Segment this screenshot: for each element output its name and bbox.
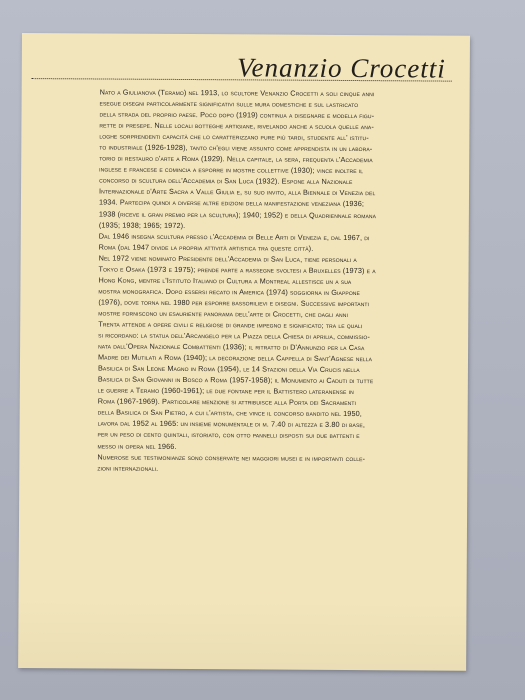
text-line: si ricordano: la statua dell'Arcangelo per la Piazza della Chiesa di aprilia, commissio-: [98, 330, 370, 342]
text-line: (1976), dove torna nel 1980 per esporre bassorilievi e disegni. Successive importanti: [98, 297, 370, 309]
text-line: Madre dei Mutilati a Roma (1940); la decorazione della Cappella di Sant'Agnese nella: [97, 352, 373, 364]
text-line: 1938 (riceve il gran premio per la scultura); 1940; 1952) e della Quadriennale romana: [98, 208, 377, 220]
text-line: inglese e francese e comincia a esporre in mostre collettive (1930); vince inoltre il: [99, 164, 364, 176]
text-line: rette di presepe. Nelle locali botteghe artigiane, rivelando anche a scuola quelle ana-: [99, 120, 374, 132]
text-line: Nato a Giulianova (Teramo) nel 1913, lo scultore Venanzio Crocetti a soli cinque anni: [99, 87, 375, 99]
text-line: Basilica di San Giovanni in Bosco a Roma (1957-1958); il Monumento ai Caduti di tutte: [97, 374, 374, 386]
text-line: messo in opera nel 1966.: [97, 440, 177, 451]
page-title: Venanzio Crocetti: [236, 52, 446, 84]
document-sheet: [18, 33, 470, 671]
text-line: le guerre a Teramo (1960-1961); le due fontane per il Battistero lateranense in: [97, 385, 354, 397]
text-line: nata dall'Opera Nazionale Combattenti (1936); il ritratto di D'Annunzio per la Casa: [98, 341, 365, 353]
text-line: torio di restauro d'arte a Roma (1929). Nella capitale, la sera, frequenta l'Accademia: [99, 153, 373, 165]
text-line: (1935; 1938; 1965; 1972).: [98, 220, 186, 230]
text-line: Hong Kong, mentre l'Istituto Italiano di Cultura a Montreal allestisce un a sua: [98, 275, 352, 286]
title-row: [32, 51, 452, 86]
text-line: 1934. Partecipa quindi a diverse altre edizioni della manifestazione veneziana (1936;: [98, 197, 365, 209]
text-line: per un peso di cento quintali, istoriato, con otto pannelli disposti sui due battenti e: [97, 429, 360, 441]
text-line: Basilica di San Leone Magno in Roma (1954), le 14 Stazioni della Via Crucis nella: [97, 363, 360, 375]
text-line: zioni internazionali.: [97, 463, 159, 473]
text-line: Dal 1946 insegna scultura presso l'Accademia di Belle Arti di Venezia e, dal 1967, di: [98, 231, 370, 242]
text-line: to industriale (1926-1928), tanto ch'egli viene assunto come apprendista in un labora-: [99, 142, 373, 154]
text-line: mostra monografica. Dopo essersi recato in America (1974) soggiorna in Giappone: [98, 286, 360, 297]
text-line: concorso di scultura dell'Accademia di San Luca (1932). Espone alla Nazionale: [99, 175, 353, 187]
text-line: loghe sorprendenti capacità che lo caratterizzano pure più tardi, studente all' istitu-: [99, 131, 369, 143]
text-line: Nel 1972 viene nominato Presidente dell'Accademia di San Luca, tiene personali a: [98, 253, 357, 264]
text-line: esegue disegni particolarmente significativi sulle mura domestiche e sul lastricato: [99, 98, 359, 110]
biography-text: [97, 86, 464, 475]
text-line: della strada del proprio paese. Poco dopo (1919) continua a disegnare e modella figu-: [99, 109, 375, 121]
text-line: Tokyo e Osaka (1973 e 1975); prende parte a rassegne svoltesi a Bruxelles (1973) e a: [98, 264, 376, 275]
text-line: mostre forniscono un esauriente panorama dell'arte di Crocetti, che dagli anni: [98, 308, 348, 319]
text-line: lavora dal 1952 al 1965: un insieme monumentale di m. 7.40 di altezza e 3.80 di base,: [97, 418, 366, 430]
paper-shade: [18, 598, 466, 671]
text-line: Roma (dal 1947 divide la propria attività artistica tra queste città).: [98, 242, 314, 253]
text-line: Roma (1967-1969). Particolare menzione si attribuisce alla Porta dei Sacramenti: [97, 396, 357, 408]
text-line: della Basilica di San Pietro, a cui l'artista, che vince il concorso bandito nel 1950,: [97, 407, 362, 419]
text-line: Internazionale d'Arte Sacra a Valle Giulia e, su suo invito, alla Biennale di Venezia del: [99, 186, 376, 198]
text-line: Trenta attende a opere civili e religiose di grande impegno e significato; tra le quali: [98, 319, 363, 331]
text-line: Numerose sue testimonianze sono conservate nei maggiori musei e in importanti colle-: [97, 452, 366, 463]
